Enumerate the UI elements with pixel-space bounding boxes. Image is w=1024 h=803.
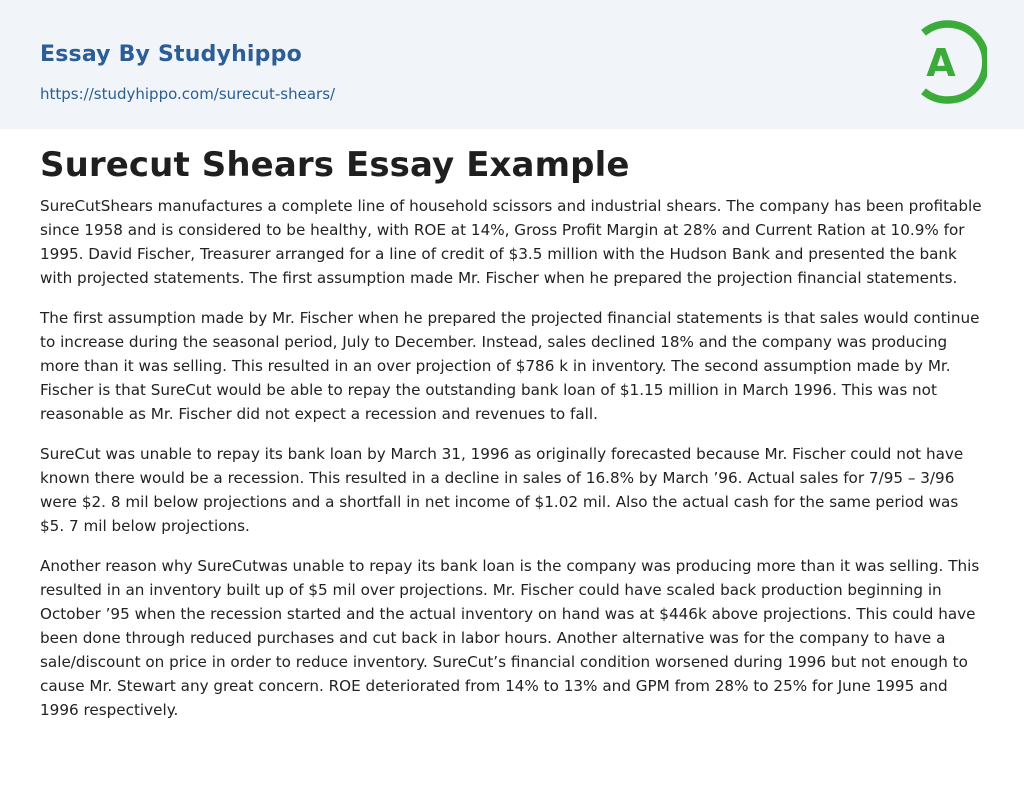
site-brand[interactable]: Essay By Studyhippo <box>40 42 302 67</box>
article-paragraph: SureCut was unable to repay its bank loan by March 31, 1996 as originally forecasted because Mr. Fischer could not have known there would be a recession. This resulted in a decline in sales of 16.8% by March ’96. Actual sales for 7/95 – 3/96 were $2. 8 mil below projections and a shortfall in net income of $1.02 mil. Also the actual cash for the same period was $5. 7 mil below projections. <box>40 445 964 535</box>
article-paragraph: SureCutShears manufactures a complete line of household scissors and industrial shears. The company has been profitable since 1958 and is considered to be healthy, with ROE at 14%, Gross Profit Margin at 28% and Current Ration at 10.9% for 1995. David Fischer, Treasurer arranged for a line of credit of $3.5 million with the Hudson Bank and presented the bank with projected statements. The first assumption made Mr. Fischer when he prepared the projection financial statements. <box>40 197 982 287</box>
studyhippo-logo-icon[interactable] <box>913 19 987 105</box>
logo-letter: A <box>926 41 956 85</box>
site-header <box>0 0 1024 129</box>
article-paragraph: The first assumption made by Mr. Fischer when he prepared the projected financial statements is that sales would continue to increase during the seasonal period, July to December. Instead, sales declined 18% and the company was producing more than it was selling. This resulted in an over projection of $786 k in inventory. The second assumption made by Mr. Fischer is that SureCut would be able to repay the outstanding bank loan of $1.15 million in March 1996. This was not reasonable as Mr. Fischer did not expect a recession and revenues to fall. <box>40 309 980 423</box>
article-title: Surecut Shears Essay Example <box>40 145 630 185</box>
article-body <box>40 194 985 738</box>
page-url-link[interactable]: https://studyhippo.com/surecut-shears/ <box>40 85 336 103</box>
article-paragraph: Another reason why SureCutwas unable to repay its bank loan is the company was producing more than it was selling. This resulted in an inventory built up of $5 mil over projections. Mr. Fischer could have scaled back production beginning in October ’95 when the recession started and the actual inventory on hand was at $446k above projections. This could have been done through reduced purchases and cut back in labor hours. Another alternative was for the company to have a sale/discount on price in order to reduce inventory. SureCut’s financial condition worsened during 1996 but not enough to cause Mr. Stewart any great concern. ROE deteriorated from 14% to 13% and GPM from 28% to 25% for June 1995 and 1996 respectively. <box>40 557 980 719</box>
